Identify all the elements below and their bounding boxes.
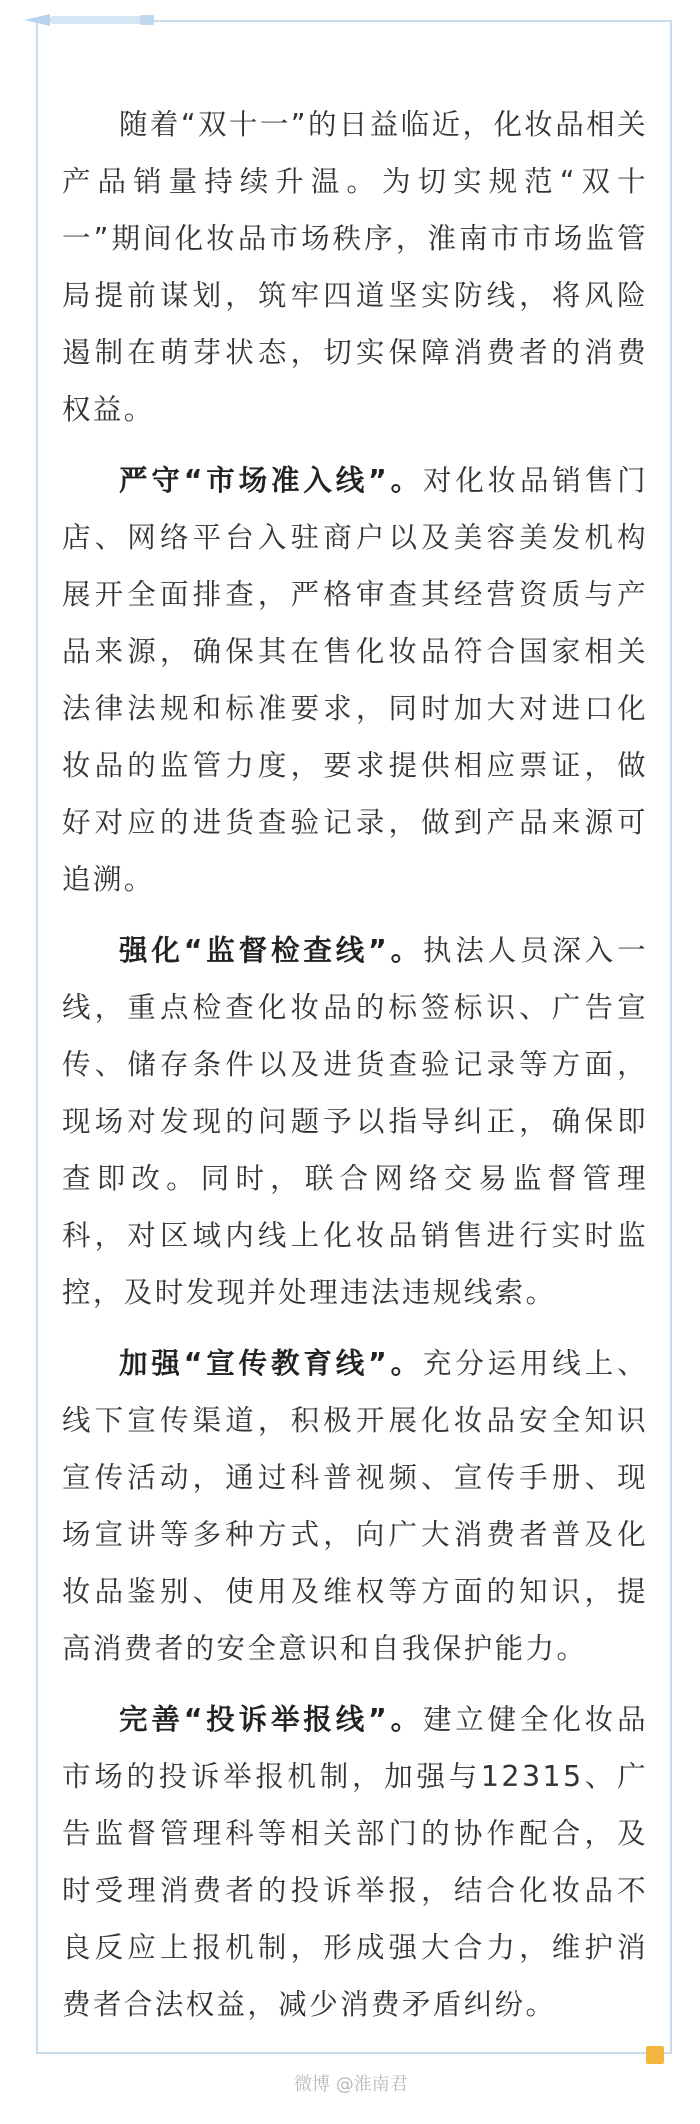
paragraph-text: 建立健全化妆品市场的投诉举报机制，加强与12315、广告监督管理科等相关部门的协作配合，及时受理消费者的投诉举报，结合化妆品不良反应上报机制，形成强大合力，维护消费者合法权益，减少消费矛盾纠纷。 [62, 1703, 648, 2021]
watermark: 微博 @淮南君 [294, 2074, 408, 2095]
article-paragraph-education [62, 1335, 648, 1677]
paragraph-lead: 完善“投诉举报线”。 [119, 1703, 423, 1736]
article-paragraph-complaints [62, 1691, 648, 2033]
article-body [62, 96, 648, 2047]
paragraph-lead: 加强“宣传教育线”。 [119, 1347, 423, 1380]
paragraph-lead: 强化“监督检查线”。 [119, 934, 423, 967]
article-paragraph-intro [62, 96, 648, 438]
paragraph-lead: 严守“市场准入线”。 [119, 464, 423, 497]
article-paragraph-inspection [62, 922, 648, 1321]
pencil-brush-icon [20, 10, 160, 30]
paragraph-text: 对化妆品销售门店、网络平台入驻商户以及美容美发机构展开全面排查，严格审查其经营资质与产品来源，确保其在售化妆品符合国家相关法律法规和标准要求，同时加大对进口化妆品的监管力度，要求提供相应票证，做好对应的进货查验记录，做到产品来源可追溯。 [62, 464, 648, 896]
square-accent-icon [646, 2046, 664, 2064]
paragraph-text: 随着“双十一”的日益临近，化妆品相关产品销量持续升温。为切实规范“双十一”期间化妆品市场秩序，淮南市市场监管局提前谋划，筑牢四道坚实防线，将风险遏制在萌芽状态，切实保障消费者的消费权益。 [62, 108, 648, 426]
paragraph-text: 执法人员深入一线，重点检查化妆品的标签标识、广告宣传、储存条件以及进货查验记录等方面，现场对发现的问题予以指导纠正，确保即查即改。同时，联合网络交易监督管理科，对区域内线上化妆品销售进行实时监控，及时发现并处理违法违规线索。 [62, 934, 648, 1309]
article-paragraph-market-access [62, 452, 648, 908]
paragraph-text: 充分运用线上、线下宣传渠道，积极开展化妆品安全知识宣传活动，通过科普视频、宣传手册、现场宣讲等多种方式，向广大消费者普及化妆品鉴别、使用及维权等方面的知识，提高消费者的安全意识和自我保护能力。 [62, 1347, 648, 1665]
